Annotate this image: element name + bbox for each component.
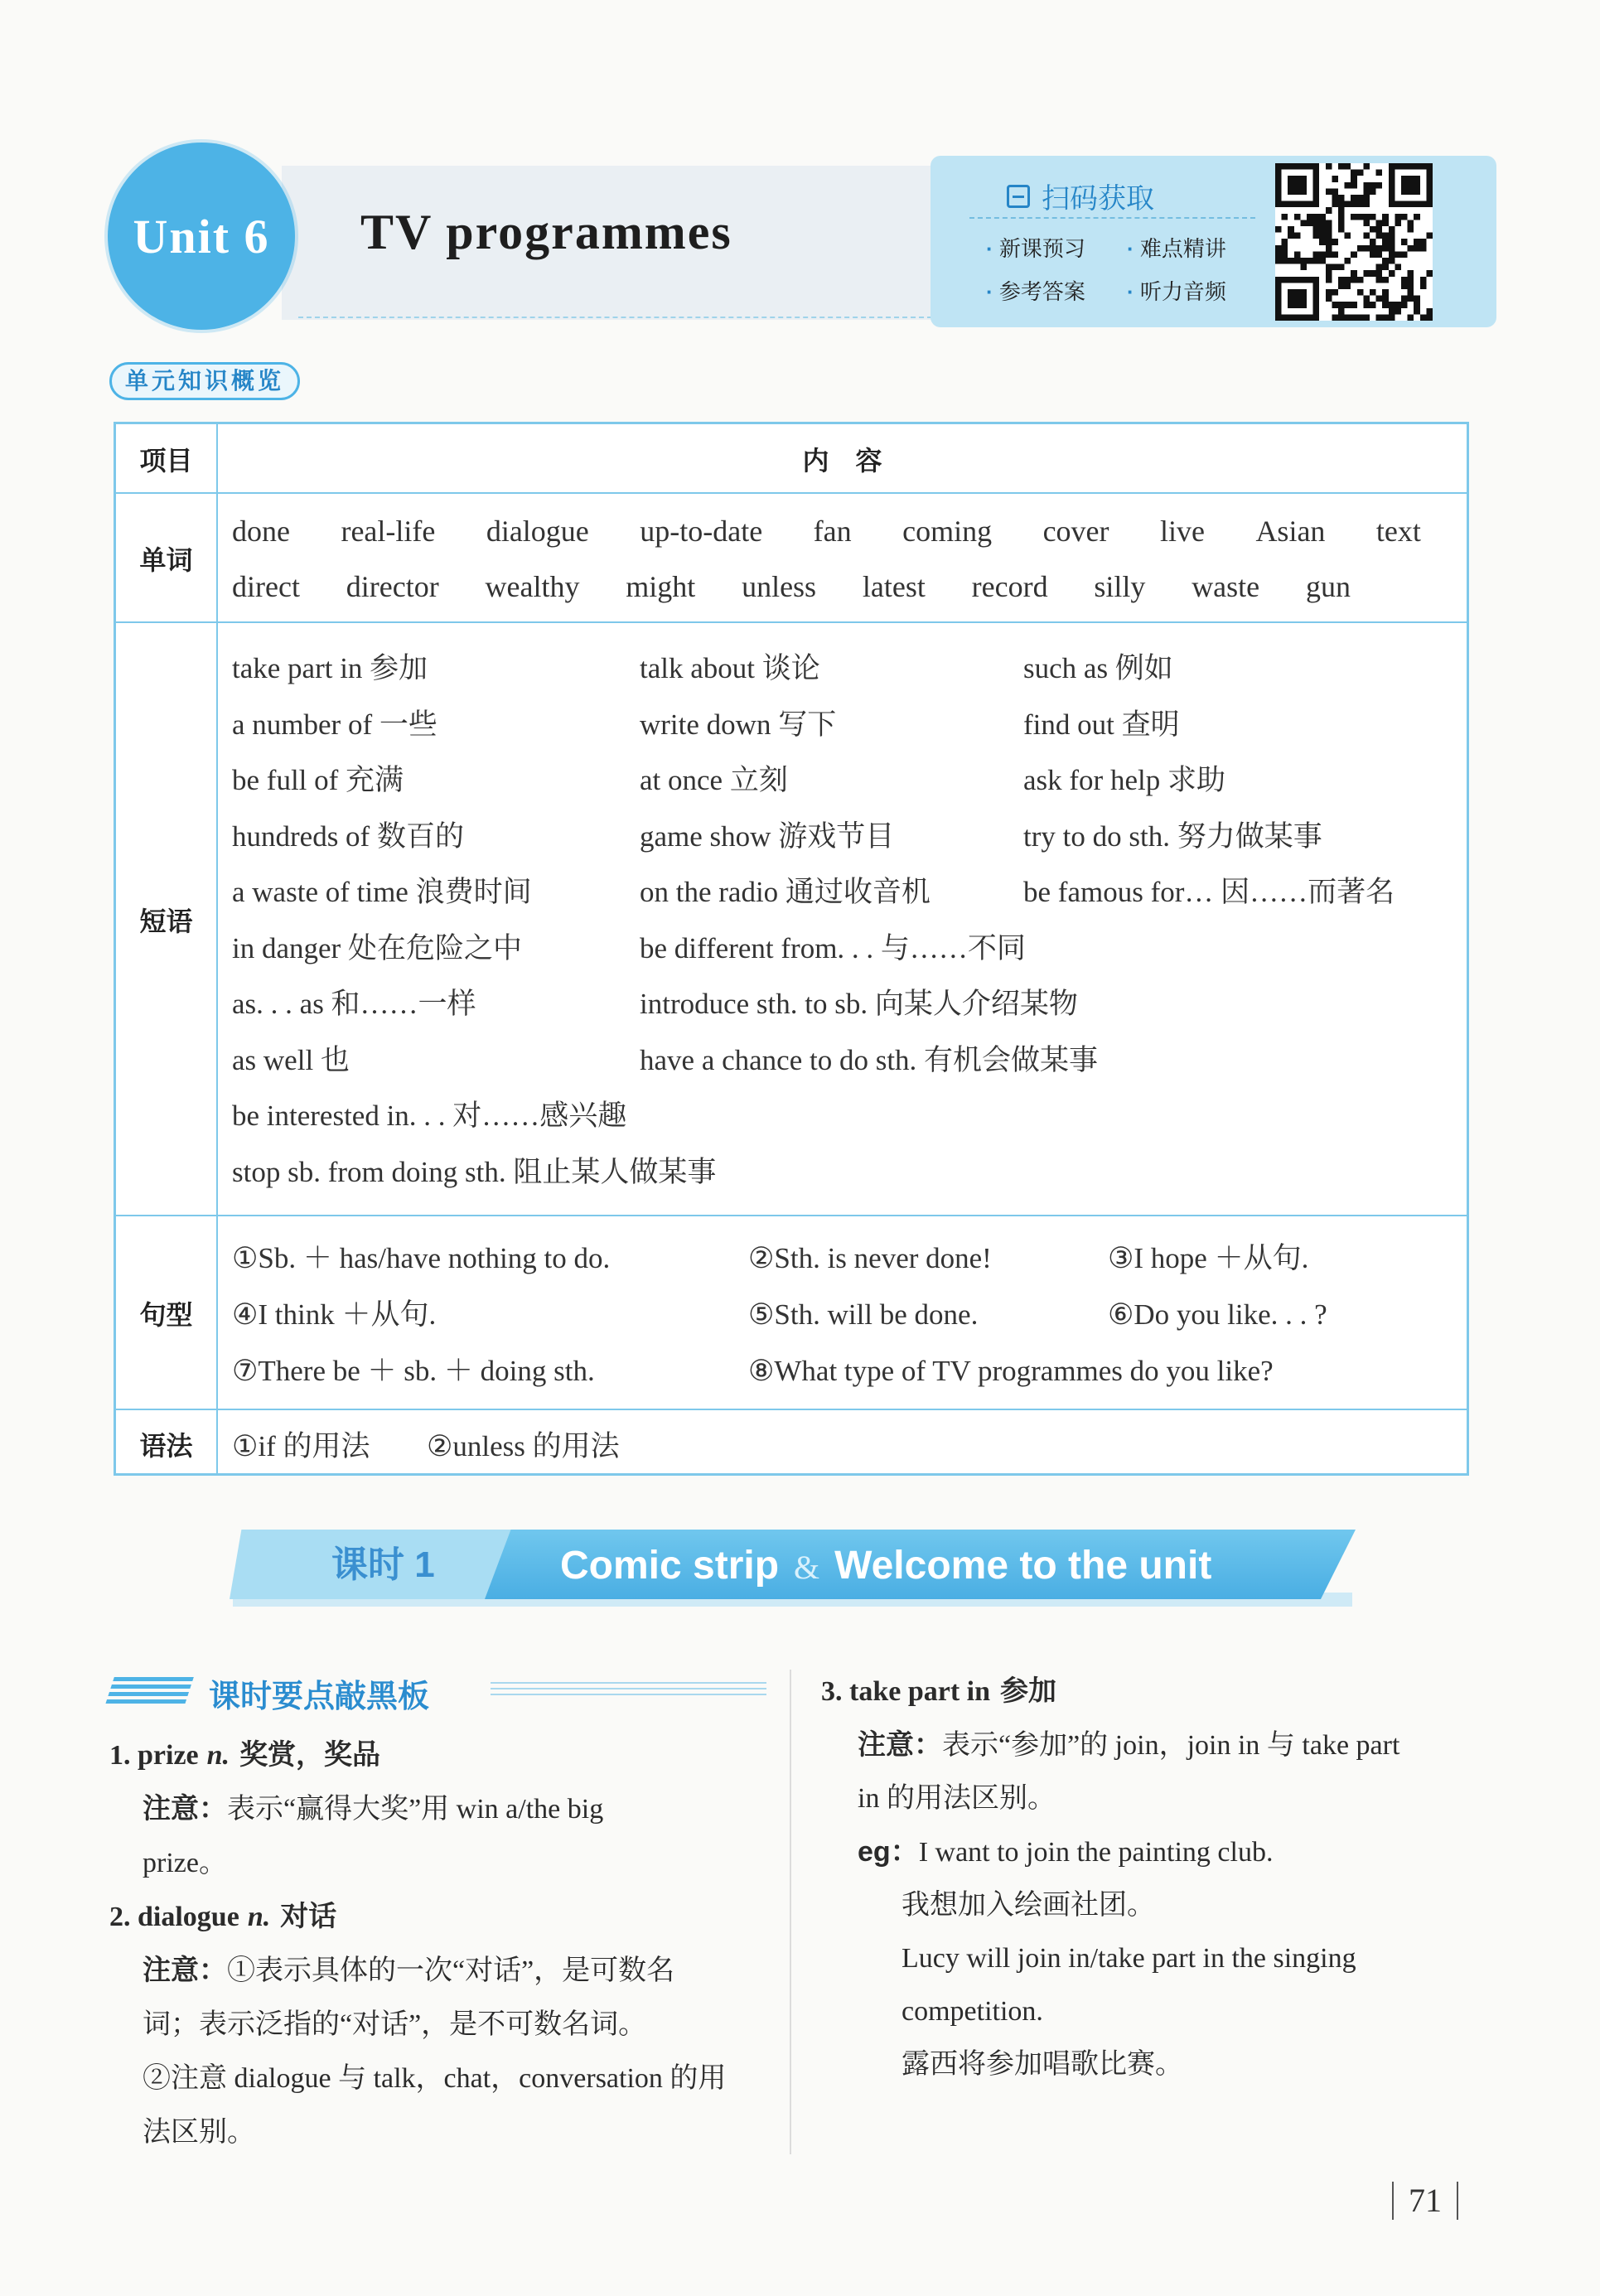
phrase-item: have a chance to do sth. 有机会做某事: [640, 1043, 1099, 1076]
word: record: [971, 569, 1048, 603]
phrase-item: introduce sth. to sb. 向某人介绍某物: [640, 988, 1078, 1020]
phrase-item: at once 立刻: [640, 764, 788, 796]
table-row-divider: [116, 1409, 1467, 1410]
word: dialogue: [486, 514, 589, 548]
word: live: [1159, 514, 1205, 548]
column-divider: [790, 1670, 791, 2154]
qr-panel-title: [1007, 176, 1154, 216]
word: silly: [1094, 569, 1146, 603]
qr-panel-divider: [969, 217, 1255, 219]
notes-left-column: [109, 1728, 726, 2159]
note-item-term: take part in: [849, 1676, 990, 1707]
phrase-item: be famous for… 因……而著名: [1023, 876, 1395, 908]
notes-right-column: [821, 1665, 1399, 2091]
phrase-item: a waste of time 浪费时间: [232, 876, 532, 908]
page-number: [1392, 2181, 1458, 2220]
qr-code: [1275, 163, 1433, 321]
phrase-item: as well 也: [232, 1043, 350, 1076]
lesson-title-part-2: Welcome to the unit: [834, 1544, 1212, 1588]
example-label: eg：: [858, 1836, 919, 1868]
note-line: [858, 1718, 1399, 1772]
word: direct: [232, 569, 300, 603]
note-text: ①表示具体的一次“对话”，是可数名: [227, 1955, 675, 1986]
word: latest: [862, 569, 926, 603]
page-number-bar-left: [1392, 2182, 1394, 2220]
note-text: 表示“赢得大奖”用 win a/the big: [227, 1794, 604, 1825]
note-line: 法区别。: [143, 2117, 255, 2148]
page-number-bar-right: [1457, 2182, 1458, 2220]
note-line: 词；表示泛指的“对话”，是不可数名词。: [143, 2009, 647, 2040]
phrase-item: talk about 谈论: [640, 652, 820, 684]
phrase-item: in danger 处在危险之中: [232, 931, 522, 964]
note-item-number: 1.: [109, 1740, 131, 1771]
note-text: 表示“参加”的 join，join in 与 take part: [942, 1730, 1400, 1761]
qr-panel-title-text: 扫码获取: [1042, 183, 1154, 215]
table-row-divider: [116, 1215, 1467, 1216]
table-column-divider: [216, 424, 218, 1473]
phrase-item: hundreds of 数百的: [232, 819, 464, 853]
lesson-title: [560, 1543, 1211, 1588]
grammar-label: 语法: [139, 1431, 193, 1461]
phrases-label: 短语: [139, 906, 193, 936]
note-item-meaning: 参加: [1000, 1675, 1056, 1707]
qr-panel-items: [986, 225, 1268, 312]
pattern-item: ③I hope ＋从句.: [1108, 1242, 1309, 1274]
word: wealthy: [485, 569, 580, 603]
phrase-item: be full of 充满: [232, 764, 404, 796]
note-line: ②注意 dialogue 与 talk，chat，conversation 的用: [143, 2063, 727, 2094]
phrase-item: write down 写下: [640, 708, 837, 741]
lesson-title-ampersand: &: [794, 1549, 820, 1586]
word: coming: [902, 514, 993, 548]
note-label: 注意：: [143, 1793, 227, 1825]
patterns-column-3: [1108, 1230, 1327, 1343]
grammar-item: ②unless 的用法: [427, 1430, 620, 1462]
phrase-item: take part in 参加: [232, 652, 428, 684]
note-line: in 的用法区别。: [858, 1783, 1056, 1814]
pattern-item: ⑤Sth. will be done.: [748, 1298, 979, 1331]
note-item-heading: [821, 1665, 1399, 1718]
pattern-item: ⑧What type of TV programmes do you like?: [748, 1355, 1274, 1387]
phrase-item: on the radio 通过收音机: [640, 876, 931, 908]
note-item-meaning: 对话: [280, 1901, 337, 1932]
note-item-number: 3.: [821, 1676, 843, 1707]
pattern-item: ①Sb. ＋ has/have nothing to do.: [232, 1242, 611, 1274]
qr-item-answers: · 参考答案: [986, 275, 1127, 306]
words-label: 单词: [139, 545, 193, 575]
note-label: 注意：: [143, 1955, 227, 1986]
example-line: competition.: [902, 1996, 1043, 2027]
word: done: [232, 514, 290, 548]
overview-label: 单元知识概览: [109, 362, 300, 400]
word: gun: [1305, 569, 1351, 603]
word: fan: [813, 514, 852, 548]
words-line-2: [232, 558, 1351, 614]
pattern-item: ⑦There be ＋ sb. ＋ doing sth.: [232, 1355, 595, 1387]
notes-heading: 课时要点敲黑板: [209, 1680, 430, 1714]
note-line: [143, 1944, 726, 1998]
word: cover: [1042, 514, 1109, 548]
pattern-item: ⑥Do you like. . . ?: [1108, 1298, 1327, 1331]
phrase-item: be interested in. . . 对……感兴趣: [232, 1100, 627, 1132]
page-number-text: 71: [1409, 2182, 1442, 2219]
phrase-item: game show 游戏节目: [640, 819, 895, 853]
note-line: [143, 1782, 726, 1836]
phrase-item: stop sb. from doing sth. 阻止某人做某事: [232, 1155, 717, 1188]
qr-item-difficulties: · 难点精讲: [1127, 232, 1268, 263]
table-row-divider: [116, 621, 1467, 623]
qr-item-audio: · 听力音频: [1127, 275, 1268, 306]
phrase-item: a number of 一些: [232, 708, 437, 741]
word: up-to-date: [640, 514, 763, 548]
note-item-term: dialogue: [138, 1902, 239, 1932]
stripes-icon: [104, 1677, 194, 1707]
example-line: 我想加入绘画社团。: [902, 1890, 1155, 1921]
example-line: [858, 1825, 1399, 1879]
heading-decoration-lines: [491, 1682, 766, 1699]
grammar-item: ①if 的用法: [232, 1430, 370, 1462]
unit-badge: Unit 6: [108, 143, 295, 330]
example-line: Lucy will join in/take part in the singing: [902, 1943, 1356, 1974]
word: might: [626, 569, 696, 603]
table-header-item: 项目: [139, 446, 193, 476]
example-text: I want to join the painting club.: [918, 1837, 1274, 1868]
phrase-item: as. . . as 和……一样: [232, 988, 476, 1020]
note-item-pos: n.: [206, 1740, 230, 1771]
word: Asian: [1255, 514, 1326, 548]
word: unless: [742, 569, 817, 603]
phrase-item: such as 例如: [1023, 652, 1173, 684]
note-item-heading: [109, 1728, 726, 1782]
unit-title: TV programmes: [360, 205, 732, 259]
lesson-number: 课时 1: [331, 1544, 435, 1585]
lesson-title-part-1: Comic strip: [560, 1544, 780, 1588]
word: text: [1375, 514, 1421, 548]
word: director: [346, 569, 439, 603]
patterns-label: 句型: [139, 1300, 193, 1330]
word: real-life: [341, 514, 436, 548]
pattern-item: ④I think ＋从句.: [232, 1298, 437, 1331]
qr-code-graphic: [1275, 163, 1433, 321]
phrase-item: ask for help 求助: [1023, 764, 1225, 796]
pattern-item: ②Sth. is never done!: [748, 1242, 992, 1274]
phrases-column-3: [1023, 640, 1395, 921]
note-line: prize。: [143, 1848, 227, 1878]
knowledge-table: [114, 422, 1469, 1476]
phrase-item: find out 查明: [1023, 708, 1180, 741]
phrase-item: be different from. . . 与……不同: [640, 931, 1026, 964]
word: waste: [1192, 569, 1260, 603]
patterns-column-1: [232, 1230, 610, 1399]
title-underline: [298, 317, 932, 318]
qr-item-preview: · 新课预习: [986, 232, 1127, 263]
note-item-heading: [109, 1890, 726, 1944]
scan-icon: [1007, 185, 1030, 208]
table-header-content: 内 容: [802, 446, 882, 476]
note-item-meaning: 奖赏，奖品: [239, 1739, 381, 1771]
phrase-item: try to do sth. 努力做某事: [1023, 819, 1322, 853]
note-item-number: 2.: [109, 1902, 131, 1932]
note-item-pos: n.: [247, 1902, 271, 1932]
example-line: 露西将参加唱歌比赛。: [902, 2049, 1183, 2080]
note-item-term: prize: [138, 1740, 199, 1771]
note-label: 注意：: [858, 1729, 942, 1761]
words-line-1: [232, 503, 1421, 558]
